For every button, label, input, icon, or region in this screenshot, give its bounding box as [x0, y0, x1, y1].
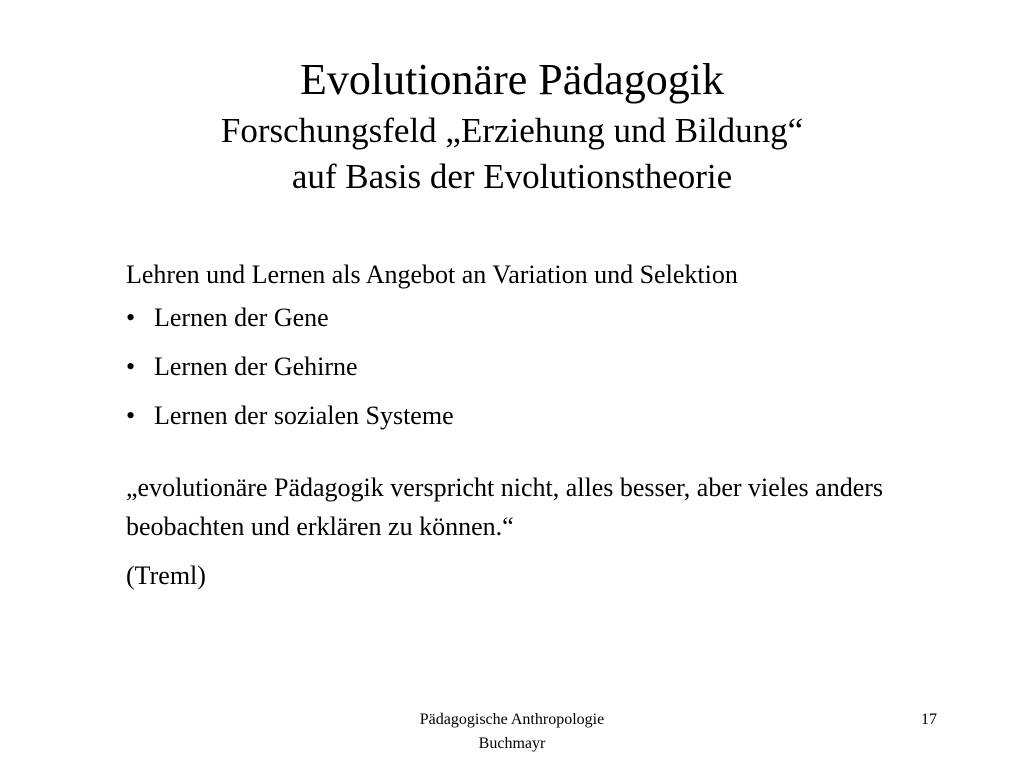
subtitle-line-1: Forschungsfeld „Erziehung und Bildung“ — [220, 111, 804, 150]
footer-course: Pädagogische Anthropologie — [419, 711, 605, 728]
title-main: Evolutionäre Pädagogik — [299, 55, 724, 104]
bullet-list — [126, 303, 956, 431]
bullet-dot-icon: • — [126, 401, 136, 430]
bullet-item — [126, 303, 956, 333]
slide-body — [126, 255, 956, 596]
quote-author: (Treml) — [126, 561, 206, 590]
footer-info — [362, 708, 662, 756]
quote-text: „evolutionäre Pädagogik verspricht nicht, alles besser, aber vieles anders beobachten und erklären zu können.“ — [126, 473, 884, 541]
bullet-item — [126, 352, 956, 382]
bullet-text: Lernen der Gene — [154, 303, 329, 332]
bullet-dot-icon: • — [126, 352, 136, 381]
slide-title — [0, 52, 1024, 200]
footer-author: Buchmayr — [478, 735, 546, 752]
subtitle-line-2: auf Basis der Evolutionstheorie — [291, 157, 733, 196]
bullet-dot-icon: • — [126, 303, 136, 332]
bullet-text: Lernen der Gehirne — [154, 352, 358, 381]
page-number: 17 — [921, 711, 937, 728]
bullet-item — [126, 401, 956, 431]
bullet-text: Lernen der sozialen Systeme — [154, 401, 454, 430]
intro-text: Lehren und Lernen als Angebot an Variation und Selektion — [126, 260, 738, 289]
